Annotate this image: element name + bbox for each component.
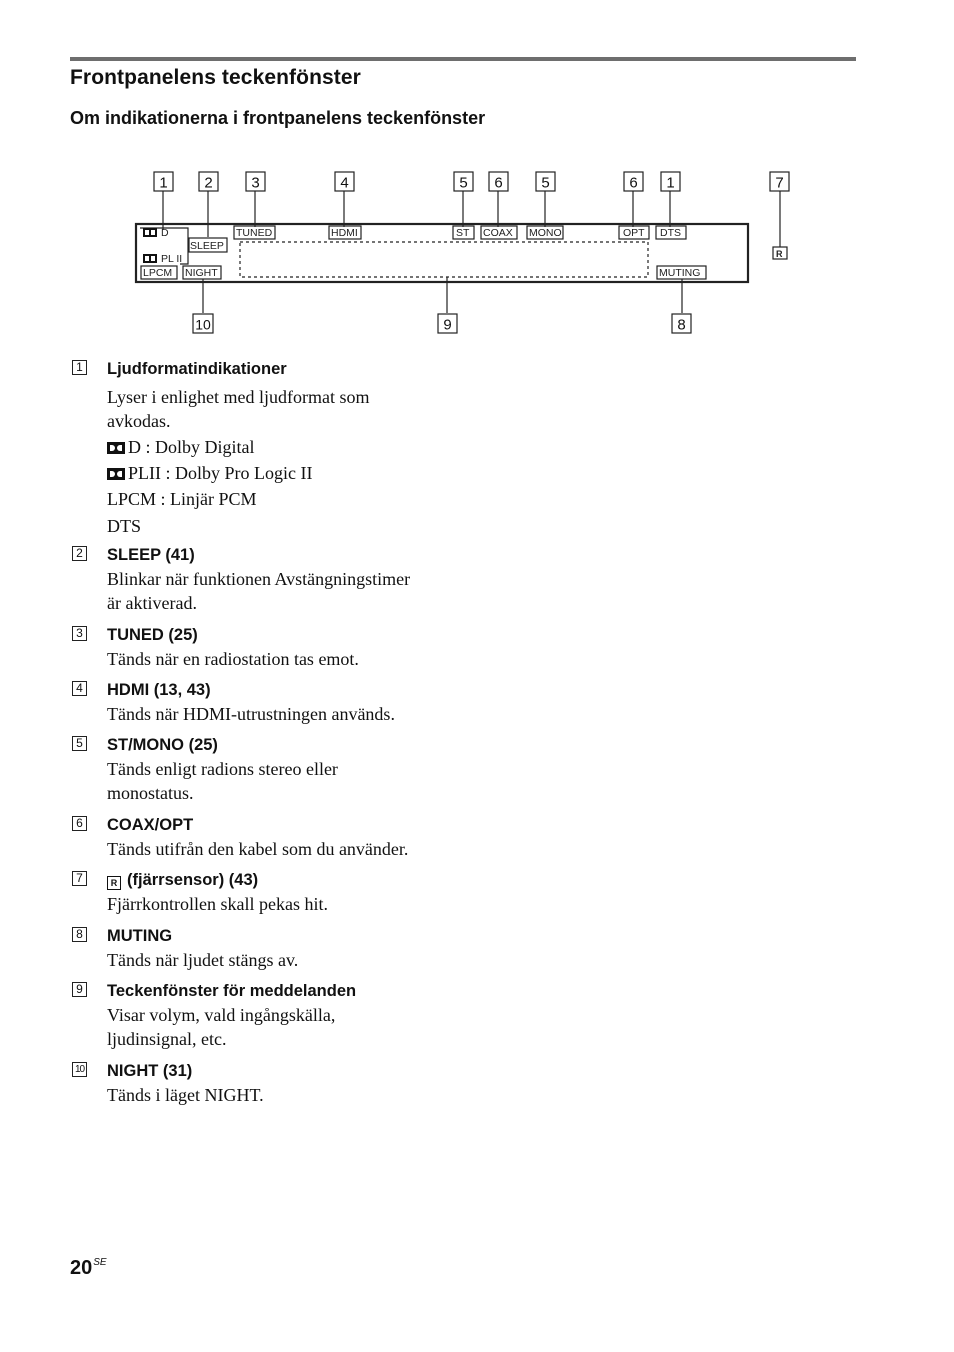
item-number: 4 xyxy=(72,681,87,696)
callout-5: 5 xyxy=(459,174,468,192)
item-text: Tänds utifrån den kabel som du använder. xyxy=(107,839,409,859)
ind-coax: COAX xyxy=(483,227,513,239)
section-subtitle: Om indikationerna i frontpanelens teckenfönster xyxy=(70,108,486,128)
ind-hdmi: HDMI xyxy=(331,227,358,239)
callout-8: 8 xyxy=(677,316,686,334)
list-item xyxy=(72,979,472,1059)
top-rule xyxy=(70,57,856,61)
callout-5b: 5 xyxy=(541,174,550,192)
list-item xyxy=(72,733,472,813)
ind-opt: OPT xyxy=(623,227,645,239)
item-number: 6 xyxy=(72,816,87,831)
item-text: Fjärrkontrollen skall pekas hit. xyxy=(107,894,328,914)
list-item xyxy=(72,924,472,979)
item-text: är aktiverad. xyxy=(107,593,197,613)
item-title: ST/MONO (25) xyxy=(107,736,218,754)
ind-lpcm: LPCM xyxy=(143,267,173,279)
item-number: 2 xyxy=(72,546,87,561)
item-title: MUTING xyxy=(107,927,173,945)
page-number xyxy=(70,1257,107,1280)
item-text: Tänds när ljudet stängs av. xyxy=(107,950,299,970)
list-item xyxy=(72,543,472,623)
item-title: SLEEP (41) xyxy=(107,546,195,564)
item-title: NIGHT (31) xyxy=(107,1062,193,1080)
ind-dts: DTS xyxy=(660,227,681,239)
item-text: Tänds när HDMI-utrustningen används. xyxy=(107,704,395,724)
callout-3: 3 xyxy=(251,174,260,192)
remote-sensor-icon: R xyxy=(107,876,121,890)
ind-night: NIGHT xyxy=(185,267,218,279)
callout-6: 6 xyxy=(494,174,503,192)
item-title: TUNED (25) xyxy=(107,626,198,644)
item-text: Visar volym, vald ingångskälla, xyxy=(107,1005,336,1025)
item-title: (fjärrsensor) (43) xyxy=(127,871,259,889)
callout-1: 1 xyxy=(159,174,168,192)
item-text: Lyser i enlighet med ljudformat som xyxy=(107,387,370,407)
item-text: Tänds i läget NIGHT. xyxy=(107,1085,264,1105)
callout-2: 2 xyxy=(204,174,213,192)
list-item xyxy=(72,678,472,733)
item-title: COAX/OPT xyxy=(107,816,194,834)
callout-6b: 6 xyxy=(629,174,638,192)
callout-9: 9 xyxy=(443,316,452,334)
ind-tuned: TUNED xyxy=(236,227,273,239)
item-text: Tänds när en radiostation tas emot. xyxy=(107,649,359,669)
item-number: 10 xyxy=(72,1062,87,1077)
ind-dolby-d: D xyxy=(161,227,169,239)
item-number: 7 xyxy=(72,871,87,886)
callout-10: 10 xyxy=(195,316,211,333)
item-text: Blinkar när funktionen Avstängningstimer xyxy=(107,569,411,589)
indicator-list xyxy=(72,357,472,1114)
format-dolby-digital: D : Dolby Digital xyxy=(128,437,255,457)
ind-muting: MUTING xyxy=(659,267,701,279)
format-dts: DTS xyxy=(107,516,142,536)
list-item xyxy=(72,357,472,543)
format-lpcm: LPCM : Linjär PCM xyxy=(107,489,257,509)
format-dolby-pl2: PLII : Dolby Pro Logic II xyxy=(128,463,313,483)
item-title: Ljudformatindikationer xyxy=(107,360,287,378)
list-item xyxy=(72,813,472,868)
ind-dolby-pl: PL II xyxy=(161,253,183,265)
item-text: ljudinsignal, etc. xyxy=(107,1029,227,1049)
ind-sleep: SLEEP xyxy=(190,240,224,252)
page-title: Frontpanelens teckenfönster xyxy=(70,66,361,89)
item-number: 9 xyxy=(72,982,87,997)
item-text: monostatus. xyxy=(107,783,194,803)
callout-7: 7 xyxy=(775,174,784,192)
item-number: 8 xyxy=(72,927,87,942)
list-item xyxy=(72,1059,472,1114)
item-number: 5 xyxy=(72,736,87,751)
dolby-logo-icon xyxy=(107,442,125,454)
dolby-logo-icon xyxy=(107,468,125,480)
ind-mono: MONO xyxy=(529,227,562,239)
ind-remote-sensor: R xyxy=(776,249,783,259)
item-title: HDMI (13, 43) xyxy=(107,681,211,699)
item-text: Tänds enligt radions stereo eller xyxy=(107,759,338,779)
item-text: avkodas. xyxy=(107,411,171,431)
callout-1b: 1 xyxy=(666,174,675,192)
page-number-value: 20 xyxy=(70,1257,93,1279)
item-title: Teckenfönster för meddelanden xyxy=(107,982,357,1000)
callout-4: 4 xyxy=(340,174,349,192)
item-number: 1 xyxy=(72,360,87,375)
ind-st: ST xyxy=(456,227,470,239)
list-item xyxy=(72,868,472,924)
front-panel-diagram xyxy=(0,160,954,340)
item-number: 3 xyxy=(72,626,87,641)
page-number-suffix: SE xyxy=(93,1257,107,1268)
list-item xyxy=(72,623,472,678)
